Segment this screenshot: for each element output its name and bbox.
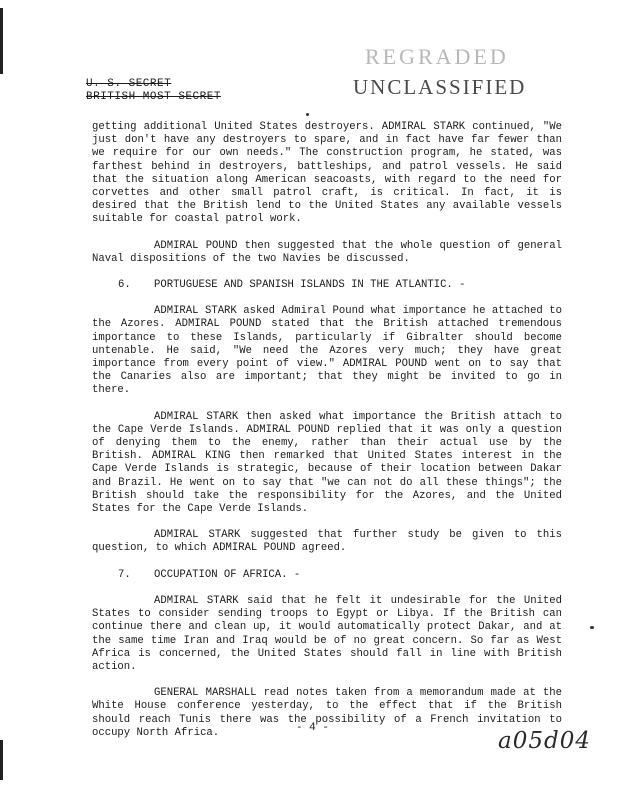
section-title: PORTUGUESE AND SPANISH ISLANDS IN THE ATLANTIC. - <box>154 279 466 292</box>
paragraph-egypt-libya: ADMIRAL STARK said that he felt it undesirable for the United States to consider sending troops to Egypt or Libya. If the British can continue there and clean up, it would automatically protect Dakar, and at the same time Iran and Iraq would be of no great concern. So far as West Africa is concerned, the United States should fall in line with British action. <box>92 594 562 673</box>
section-number: 7. <box>118 568 131 581</box>
ink-speck <box>306 113 309 116</box>
section-number: 6. <box>118 279 131 292</box>
left-edge-mark <box>0 8 3 74</box>
regraded-stamp: REGRADED <box>365 44 509 69</box>
paragraph-azores: ADMIRAL STARK asked Admiral Pound what importance he attached to the Azores. ADMIRAL POUND stated that the British attached tremendous importance to these Islands, particularly if Gibralter should become untenable. He said, "We need the Azores very much; they have great importance from every point of view." ADMIRAL POUND went on to say that the Canaries also are important; that they might be invited to go in there. <box>92 305 562 397</box>
paragraph-further-study: ADMIRAL STARK suggested that further study be given to this question, to which ADMIRAL POUND agreed. <box>92 529 562 555</box>
paragraph-naval-dispositions: ADMIRAL POUND then suggested that the whole question of general Naval dispositions of the two Navies be discussed. <box>92 239 562 265</box>
paragraph-north-africa: GENERAL MARSHALL read notes taken from a memorandum made at the White House conference yesterday, to the effect that if the British should reach Tunis there was the possibility of a French invitation to occupy North Africa. <box>92 687 562 739</box>
unclassified-stamp: UNCLASSIFIED <box>353 75 527 99</box>
section-heading-islands <box>92 279 562 292</box>
section-heading-africa <box>92 569 562 582</box>
classification-us-secret: U. S. SECRET <box>86 78 172 90</box>
ink-speck <box>590 626 594 629</box>
handwritten-reference: a05d04 <box>498 728 591 754</box>
classification-british-most-secret: BRITISH MOST SECRET <box>86 91 221 103</box>
section-title: OCCUPATION OF AFRICA. - <box>154 568 301 581</box>
left-edge-mark <box>0 740 3 780</box>
paragraph-cape-verde: ADMIRAL STARK then asked what importance the British attach to the Cape Verde Islands. ADMIRAL POUND replied that it was only a question of denying them to the enemy, rather than their actual use by the British. ADMIRAL KING then remarked that United States interest in the Cape Verde Islands is strategic, because of their location between Dakar and Brazil. He went on to say that "we can not do all these things"; the British should take the responsibility for the Azores, and the United States for the Cape Verde Islands. <box>92 410 562 516</box>
paragraph-destroyers: getting additional United States destroyers. ADMIRAL STARK continued, "We just don't have any destroyers to spare, and in fact have far fewer than we require for our own needs." The construction program, he stated, was farthest behind in destroyers, battleships, and patrol vessels. He said that the situation along American seacoasts, with regard to the need for corvettes and other small patrol craft, is critical. In fact, it is desired that the British lend to the United States any available vessels suitable for coastal patrol work. <box>92 121 562 226</box>
document-body <box>92 121 562 740</box>
page-number: - 4 - <box>295 722 329 734</box>
